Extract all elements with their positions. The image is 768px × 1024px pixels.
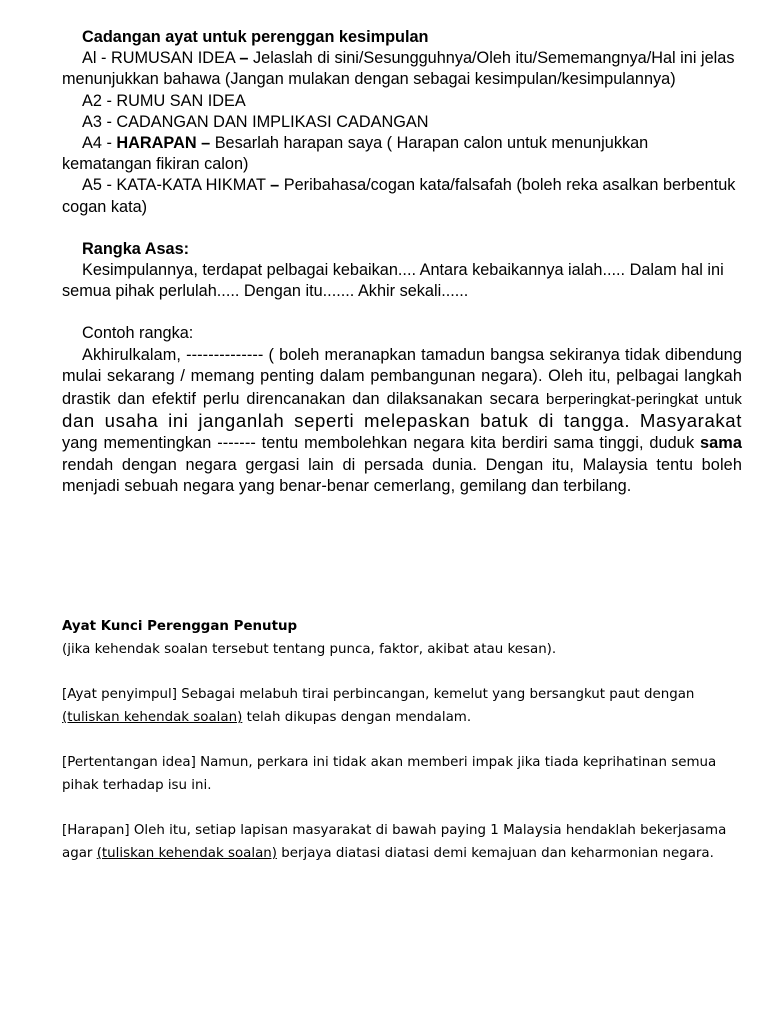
framework-text: Kesimpulannya, terdapat pelbagai kebaikan.... Antara kebaikannya ialah..... Dalam hal ini semua pihak perlulah..... Dengan itu....... Akhir sekali...... xyxy=(62,261,724,301)
framework-heading: Rangka Asas: xyxy=(82,239,190,258)
item-a5: A5 - KATA-KATA HIKMAT – Peribahasa/cogan kata/falsafah (boleh reka asalkan berbentuk cogan kata) xyxy=(62,176,736,216)
item-a3: A3 - CADANGAN DAN IMPLIKASI CADANGAN xyxy=(82,112,429,131)
closing-note: (jika kehendak soalan tersebut tentang punca, faktor, akibat atau kesan). xyxy=(62,642,557,657)
closing-paragraph-summary: [Ayat penyimpul] Sebagai melabuh tirai perbincangan, kemelut yang bersangkut paut dengan (tuliskan kehendak soalan) telah dikupas dengan mendalam. xyxy=(62,687,695,725)
conclusion-suggestions-section xyxy=(62,27,742,497)
example-heading: Contoh rangka: xyxy=(82,324,194,343)
closing-key-sentences-section xyxy=(62,615,752,865)
closing-paragraph-hope: [Harapan] Oleh itu, setiap lapisan masyarakat di bawah paying 1 Malaysia hendaklah bekerjasama agar (tuliskan kehendak soalan) berjaya diatasi diatasi demi kemajuan dan keharmonian negara. xyxy=(62,823,727,861)
item-a1: Al - RUMUSAN IDEA – Jelaslah di sini/Sesungguhnya/Oleh itu/Sememangnya/Hal ini jelas menunjukkan bahawa (Jangan mulakan dengan sebagai kesimpulan/kesimpulannya) xyxy=(62,49,735,89)
spacer xyxy=(62,218,742,239)
spacer xyxy=(62,302,742,323)
spacer xyxy=(62,797,752,819)
section-heading: Cadangan ayat untuk perenggan kesimpulan xyxy=(82,28,429,46)
closing-paragraph-contrast: [Pertentangan idea] Namun, perkara ini tidak akan memberi impak jika tiada keprihatinan semua pihak terhadap isu ini. xyxy=(62,755,717,793)
spacer xyxy=(62,729,752,751)
item-a2: A2 - RUMU SAN IDEA xyxy=(82,91,246,110)
example-paragraph: Akhirulkalam, -------------- ( boleh meranapkan tamadun bangsa sekiranya tidak dibendung mulai sekarang / memang penting dalam pembangunan negara). Oleh itu, pelbagai langkah drastik dan efektif perlu direncanakan dan dilaksanakan secara berperingkat-peringkat untuk dan usaha ini janganlah seperti melepaskan batuk di tangga. Masyarakat yang mementingkan ------- tentu membolehkan negara kita berdiri sama tinggi, duduk sama rendah dengan negara gergasi lain di persada dunia. Dengan itu, Malaysia tentu boleh menjadi sebuah negara yang benar-benar cemerlang, gemilang dan terbilang. xyxy=(62,345,743,495)
spacer xyxy=(62,661,752,683)
item-a4: A4 - HARAPAN – Besarlah harapan saya ( Harapan calon untuk menunjukkan kematangan fikiran calon) xyxy=(62,134,649,174)
closing-heading: Ayat Kunci Perenggan Penutup xyxy=(62,619,298,634)
